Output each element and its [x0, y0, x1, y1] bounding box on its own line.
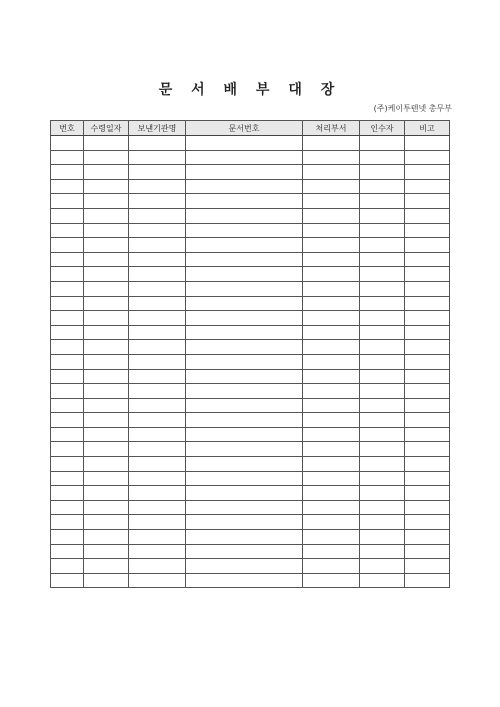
- table-cell[interactable]: [360, 296, 405, 311]
- table-cell[interactable]: [405, 340, 450, 355]
- table-cell[interactable]: [360, 150, 405, 165]
- table-cell[interactable]: [303, 384, 360, 399]
- table-cell[interactable]: [360, 267, 405, 282]
- table-cell[interactable]: [303, 500, 360, 515]
- table-cell[interactable]: [186, 296, 303, 311]
- table-cell[interactable]: [405, 369, 450, 384]
- table-cell[interactable]: [360, 165, 405, 180]
- table-cell[interactable]: [186, 179, 303, 194]
- table-cell[interactable]: [84, 384, 129, 399]
- table-cell[interactable]: [84, 457, 129, 472]
- table-cell[interactable]: [51, 208, 84, 223]
- table-cell[interactable]: [303, 413, 360, 428]
- table-cell[interactable]: [303, 311, 360, 326]
- table-cell[interactable]: [303, 136, 360, 151]
- table-cell[interactable]: [303, 544, 360, 559]
- table-cell[interactable]: [405, 442, 450, 457]
- table-cell[interactable]: [84, 136, 129, 151]
- table-cell[interactable]: [405, 471, 450, 486]
- table-cell[interactable]: [51, 427, 84, 442]
- table-cell[interactable]: [84, 559, 129, 574]
- table-cell[interactable]: [360, 238, 405, 253]
- table-cell[interactable]: [405, 325, 450, 340]
- table-cell[interactable]: [51, 325, 84, 340]
- table-cell[interactable]: [303, 471, 360, 486]
- table-row: [51, 442, 450, 457]
- table-cell[interactable]: [405, 457, 450, 472]
- table-cell[interactable]: [129, 471, 186, 486]
- table-row: [51, 223, 450, 238]
- table-row: [51, 179, 450, 194]
- table-cell[interactable]: [129, 515, 186, 530]
- table-cell[interactable]: [51, 442, 84, 457]
- table-cell[interactable]: [360, 398, 405, 413]
- column-header-number: 번호: [51, 121, 84, 136]
- table-cell[interactable]: [186, 150, 303, 165]
- table-cell[interactable]: [303, 573, 360, 588]
- table-cell[interactable]: [405, 544, 450, 559]
- table-cell[interactable]: [129, 136, 186, 151]
- table-cell[interactable]: [186, 340, 303, 355]
- column-header-document-number: 문서번호: [186, 121, 303, 136]
- distribution-ledger-table: [50, 120, 450, 588]
- table-cell[interactable]: [360, 471, 405, 486]
- table-cell[interactable]: [186, 267, 303, 282]
- table-cell[interactable]: [186, 530, 303, 545]
- table-cell[interactable]: [129, 427, 186, 442]
- table-row: [51, 413, 450, 428]
- table-cell[interactable]: [360, 136, 405, 151]
- table-cell[interactable]: [360, 500, 405, 515]
- table-cell[interactable]: [405, 165, 450, 180]
- table-cell[interactable]: [51, 179, 84, 194]
- table-cell[interactable]: [129, 384, 186, 399]
- table-cell[interactable]: [186, 457, 303, 472]
- table-cell[interactable]: [405, 267, 450, 282]
- table-cell[interactable]: [405, 486, 450, 501]
- table-cell[interactable]: [303, 559, 360, 574]
- table-cell[interactable]: [360, 384, 405, 399]
- table-cell[interactable]: [129, 296, 186, 311]
- table-cell[interactable]: [360, 223, 405, 238]
- table-row: [51, 530, 450, 545]
- table-cell[interactable]: [51, 238, 84, 253]
- table-cell[interactable]: [84, 369, 129, 384]
- table-cell[interactable]: [129, 573, 186, 588]
- table-cell[interactable]: [129, 252, 186, 267]
- table-cell[interactable]: [303, 369, 360, 384]
- table-cell[interactable]: [129, 194, 186, 209]
- table-row: [51, 150, 450, 165]
- table-cell[interactable]: [186, 208, 303, 223]
- table-cell[interactable]: [360, 530, 405, 545]
- table-cell[interactable]: [84, 311, 129, 326]
- table-row: [51, 573, 450, 588]
- table-cell[interactable]: [360, 340, 405, 355]
- column-header-handling-department: 처리부서: [303, 121, 360, 136]
- table-cell[interactable]: [360, 559, 405, 574]
- table-row: [51, 165, 450, 180]
- table-cell[interactable]: [186, 384, 303, 399]
- table-cell[interactable]: [405, 530, 450, 545]
- table-cell[interactable]: [129, 281, 186, 296]
- table-cell[interactable]: [51, 252, 84, 267]
- table-cell[interactable]: [303, 325, 360, 340]
- header-row: [51, 121, 450, 136]
- table-cell[interactable]: [51, 194, 84, 209]
- table-cell[interactable]: [303, 208, 360, 223]
- table-cell[interactable]: [303, 165, 360, 180]
- table-cell[interactable]: [186, 413, 303, 428]
- table-cell[interactable]: [84, 325, 129, 340]
- table-row: [51, 238, 450, 253]
- table-cell[interactable]: [186, 252, 303, 267]
- table-cell[interactable]: [303, 267, 360, 282]
- table-cell[interactable]: [186, 325, 303, 340]
- table-row: [51, 281, 450, 296]
- table-row: [51, 311, 450, 326]
- table-cell[interactable]: [405, 413, 450, 428]
- table-row: [51, 398, 450, 413]
- table-cell[interactable]: [186, 500, 303, 515]
- table-cell[interactable]: [405, 252, 450, 267]
- table-cell[interactable]: [84, 544, 129, 559]
- table-cell[interactable]: [303, 223, 360, 238]
- table-cell[interactable]: [51, 369, 84, 384]
- table-row: [51, 471, 450, 486]
- table-cell[interactable]: [405, 136, 450, 151]
- table-cell[interactable]: [186, 471, 303, 486]
- table-row: [51, 208, 450, 223]
- table-cell[interactable]: [303, 354, 360, 369]
- table-cell[interactable]: [186, 573, 303, 588]
- table-cell[interactable]: [51, 413, 84, 428]
- table-cell[interactable]: [360, 442, 405, 457]
- table-row: [51, 559, 450, 574]
- table-cell[interactable]: [51, 281, 84, 296]
- table-cell[interactable]: [51, 384, 84, 399]
- table-cell[interactable]: [303, 427, 360, 442]
- table-cell[interactable]: [84, 179, 129, 194]
- table-row: [51, 340, 450, 355]
- table-cell[interactable]: [186, 398, 303, 413]
- table-cell[interactable]: [129, 486, 186, 501]
- table-cell[interactable]: [51, 398, 84, 413]
- table-cell[interactable]: [84, 471, 129, 486]
- table-row: [51, 500, 450, 515]
- table-cell[interactable]: [405, 354, 450, 369]
- document-title: 문 서 배 부 대 장: [158, 82, 342, 98]
- table-cell[interactable]: [360, 252, 405, 267]
- table-cell[interactable]: [129, 544, 186, 559]
- table-cell[interactable]: [129, 530, 186, 545]
- table-row: [51, 515, 450, 530]
- ledger-body: [51, 136, 450, 588]
- table-cell[interactable]: [360, 457, 405, 472]
- table-cell[interactable]: [84, 573, 129, 588]
- table-cell[interactable]: [84, 354, 129, 369]
- table-cell[interactable]: [303, 398, 360, 413]
- table-cell[interactable]: [360, 179, 405, 194]
- table-row: [51, 325, 450, 340]
- table-cell[interactable]: [303, 340, 360, 355]
- table-cell[interactable]: [129, 457, 186, 472]
- table-cell[interactable]: [186, 136, 303, 151]
- table-row: [51, 427, 450, 442]
- table-cell[interactable]: [405, 515, 450, 530]
- table-cell[interactable]: [360, 427, 405, 442]
- table-cell[interactable]: [129, 369, 186, 384]
- table-cell[interactable]: [186, 369, 303, 384]
- table-cell[interactable]: [129, 559, 186, 574]
- table-cell[interactable]: [360, 486, 405, 501]
- table-cell[interactable]: [51, 544, 84, 559]
- table-cell[interactable]: [84, 486, 129, 501]
- table-cell[interactable]: [303, 530, 360, 545]
- table-cell[interactable]: [303, 486, 360, 501]
- table-cell[interactable]: [129, 179, 186, 194]
- table-cell[interactable]: [84, 150, 129, 165]
- table-cell[interactable]: [405, 281, 450, 296]
- table-cell[interactable]: [360, 208, 405, 223]
- table-cell[interactable]: [84, 252, 129, 267]
- table-cell[interactable]: [84, 398, 129, 413]
- table-cell[interactable]: [303, 281, 360, 296]
- table-cell[interactable]: [360, 311, 405, 326]
- table-cell[interactable]: [129, 311, 186, 326]
- table-cell[interactable]: [405, 179, 450, 194]
- table-cell[interactable]: [303, 296, 360, 311]
- table-cell[interactable]: [360, 281, 405, 296]
- table-cell[interactable]: [51, 515, 84, 530]
- table-cell[interactable]: [51, 354, 84, 369]
- table-cell[interactable]: [51, 457, 84, 472]
- table-cell[interactable]: [84, 296, 129, 311]
- table-cell[interactable]: [51, 311, 84, 326]
- table-cell[interactable]: [84, 208, 129, 223]
- table-cell[interactable]: [303, 442, 360, 457]
- table-cell[interactable]: [51, 150, 84, 165]
- table-cell[interactable]: [186, 194, 303, 209]
- table-cell[interactable]: [129, 442, 186, 457]
- column-header-remarks: 비고: [405, 121, 450, 136]
- column-header-received-date: 수령일자: [84, 121, 129, 136]
- table-row: [51, 252, 450, 267]
- table-cell[interactable]: [84, 281, 129, 296]
- table-cell[interactable]: [405, 573, 450, 588]
- table-cell[interactable]: [360, 369, 405, 384]
- table-cell[interactable]: [360, 194, 405, 209]
- table-cell[interactable]: [186, 223, 303, 238]
- table-cell[interactable]: [84, 223, 129, 238]
- table-cell[interactable]: [405, 194, 450, 209]
- table-row: [51, 544, 450, 559]
- table-cell[interactable]: [405, 384, 450, 399]
- table-cell[interactable]: [84, 500, 129, 515]
- table-cell[interactable]: [186, 354, 303, 369]
- table-cell[interactable]: [303, 238, 360, 253]
- table-row: [51, 384, 450, 399]
- table-cell[interactable]: [405, 500, 450, 515]
- table-cell[interactable]: [129, 354, 186, 369]
- table-cell[interactable]: [51, 165, 84, 180]
- table-cell[interactable]: [129, 238, 186, 253]
- table-cell[interactable]: [360, 325, 405, 340]
- table-cell[interactable]: [360, 354, 405, 369]
- table-cell[interactable]: [51, 486, 84, 501]
- table-cell[interactable]: [129, 208, 186, 223]
- table-cell[interactable]: [129, 150, 186, 165]
- table-cell[interactable]: [360, 544, 405, 559]
- table-cell[interactable]: [186, 311, 303, 326]
- table-cell[interactable]: [186, 515, 303, 530]
- table-cell[interactable]: [186, 238, 303, 253]
- table-cell[interactable]: [129, 325, 186, 340]
- table-cell[interactable]: [405, 398, 450, 413]
- table-cell[interactable]: [360, 573, 405, 588]
- table-cell[interactable]: [186, 442, 303, 457]
- table-row: [51, 457, 450, 472]
- table-cell[interactable]: [303, 515, 360, 530]
- table-cell[interactable]: [51, 559, 84, 574]
- table-cell[interactable]: [51, 573, 84, 588]
- table-cell[interactable]: [51, 471, 84, 486]
- table-cell[interactable]: [129, 223, 186, 238]
- table-cell[interactable]: [51, 500, 84, 515]
- table-cell[interactable]: [84, 340, 129, 355]
- table-cell[interactable]: [186, 544, 303, 559]
- table-cell[interactable]: [84, 413, 129, 428]
- table-cell[interactable]: [84, 427, 129, 442]
- table-row: [51, 267, 450, 282]
- table-cell[interactable]: [405, 238, 450, 253]
- table-cell[interactable]: [405, 296, 450, 311]
- table-row: [51, 369, 450, 384]
- table-cell[interactable]: [405, 311, 450, 326]
- table-cell[interactable]: [186, 165, 303, 180]
- table-row: [51, 136, 450, 151]
- table-cell[interactable]: [129, 267, 186, 282]
- table-row: [51, 296, 450, 311]
- table-cell[interactable]: [129, 398, 186, 413]
- table-cell[interactable]: [129, 340, 186, 355]
- table-cell[interactable]: [303, 457, 360, 472]
- table-cell[interactable]: [84, 194, 129, 209]
- company-department: (주)케이투텐넷 총무부: [373, 104, 452, 113]
- table-cell[interactable]: [186, 281, 303, 296]
- column-header-sender: 보낸기관명: [129, 121, 186, 136]
- table-cell[interactable]: [51, 340, 84, 355]
- table-cell[interactable]: [51, 136, 84, 151]
- table-cell[interactable]: [129, 500, 186, 515]
- table-row: [51, 486, 450, 501]
- table-cell[interactable]: [405, 208, 450, 223]
- table-row: [51, 194, 450, 209]
- table-cell[interactable]: [84, 267, 129, 282]
- table-cell[interactable]: [129, 165, 186, 180]
- table-cell[interactable]: [303, 194, 360, 209]
- table-cell[interactable]: [186, 559, 303, 574]
- column-header-recipient: 인수자: [360, 121, 405, 136]
- table-cell[interactable]: [51, 530, 84, 545]
- table-cell[interactable]: [405, 223, 450, 238]
- table-cell[interactable]: [51, 296, 84, 311]
- table-cell[interactable]: [186, 427, 303, 442]
- table-row: [51, 354, 450, 369]
- table-cell[interactable]: [405, 150, 450, 165]
- table-cell[interactable]: [186, 486, 303, 501]
- table-cell[interactable]: [84, 530, 129, 545]
- table-cell[interactable]: [405, 427, 450, 442]
- table-cell[interactable]: [84, 442, 129, 457]
- table-cell[interactable]: [84, 515, 129, 530]
- table-cell[interactable]: [303, 179, 360, 194]
- table-cell[interactable]: [360, 515, 405, 530]
- table-cell[interactable]: [360, 413, 405, 428]
- table-cell[interactable]: [51, 223, 84, 238]
- table-cell[interactable]: [303, 150, 360, 165]
- table-cell[interactable]: [129, 413, 186, 428]
- table-cell[interactable]: [405, 559, 450, 574]
- table-cell[interactable]: [84, 238, 129, 253]
- table-cell[interactable]: [303, 252, 360, 267]
- table-cell[interactable]: [84, 165, 129, 180]
- table-cell[interactable]: [51, 267, 84, 282]
